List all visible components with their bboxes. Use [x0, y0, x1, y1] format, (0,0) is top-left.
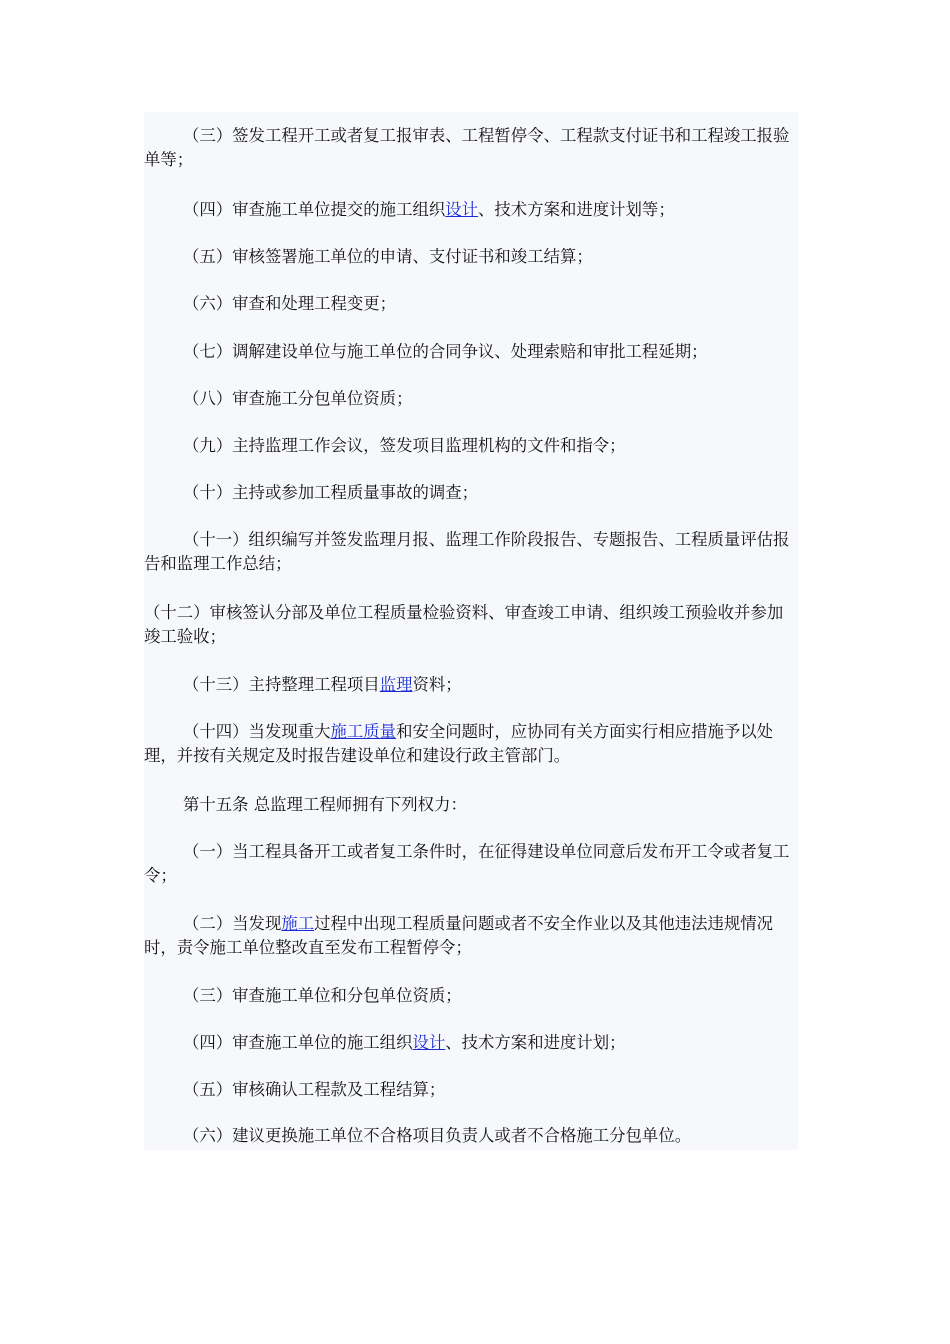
- paragraph-text: （十）主持或参加工程质量事故的调查；: [183, 483, 479, 502]
- paragraph-text: （十二）审核签认分部及单位工程质量检验资料、审查竣工申请、组织竣工预验收并参加竣工验收；: [144, 603, 784, 646]
- document-body: [144, 112, 798, 1150]
- article-15-heading: [144, 793, 798, 817]
- paragraph-7-disputes: [144, 340, 798, 364]
- paragraph-12-acceptance: [144, 601, 798, 649]
- paragraph-text: 第十五条 总监理工程师拥有下列权力：: [183, 795, 467, 814]
- paragraph-8-subcontractor: [144, 387, 798, 411]
- link-construction[interactable]: 施工: [281, 914, 315, 933]
- link-supervision[interactable]: 监理: [379, 675, 413, 694]
- paragraph-4-review-design: [144, 198, 798, 222]
- paragraph-6-changes: [144, 292, 798, 316]
- paragraph-power-4-design: [144, 1031, 798, 1055]
- paragraph-text: （五）审核签署施工单位的申请、支付证书和竣工结算；: [183, 247, 593, 266]
- paragraph-text: 、技术方案和进度计划等；: [478, 200, 675, 219]
- paragraph-5-settlement: [144, 245, 798, 269]
- paragraph-text: （十四）当发现重大: [183, 722, 331, 741]
- paragraph-text: （四）审查施工单位提交的施工组织: [183, 200, 446, 219]
- paragraph-text: （二）当发现: [183, 914, 282, 933]
- link-design[interactable]: 设计: [412, 1033, 446, 1052]
- paragraph-power-5-payment: [144, 1078, 798, 1102]
- paragraph-text: （五）审核确认工程款及工程结算；: [183, 1080, 446, 1099]
- paragraph-power-2-stop-order: [144, 912, 798, 960]
- paragraph-13-records: [144, 673, 798, 697]
- paragraph-text: （十三）主持整理工程项目: [183, 675, 380, 694]
- paragraph-text: 过程中出现工程质量问题或者不安全作业以及其他违法违规情况时，责令施工单位整改直至发布工程暂停令；: [144, 914, 774, 957]
- paragraph-text: （四）审查施工单位的施工组织: [183, 1033, 413, 1052]
- paragraph-10-accidents: [144, 481, 798, 505]
- paragraph-11-reports: [144, 528, 798, 576]
- paragraph-14-safety: [144, 720, 798, 768]
- paragraph-3-sign-orders: [144, 124, 798, 172]
- paragraph-text: （十一）组织编写并签发监理月报、监理工作阶段报告、专题报告、工程质量评估报告和监理工作总结；: [144, 530, 790, 573]
- paragraph-text: （六）建议更换施工单位不合格项目负责人或者不合格施工分包单位。: [183, 1126, 692, 1145]
- paragraph-text: （七）调解建设单位与施工单位的合同争议、处理索赔和审批工程延期；: [183, 342, 708, 361]
- paragraph-text: （三）签发工程开工或者复工报审表、工程暂停令、工程款支付证书和工程竣工报验单等；: [144, 126, 790, 169]
- paragraph-text: （八）审查施工分包单位资质；: [183, 389, 413, 408]
- link-construction-quality[interactable]: 施工质量: [330, 722, 397, 741]
- paragraph-text: 和安全问题时，应协同有关方面实行相应措施予以处理，并按有关规定及时报告建设单位和建设行政主管部门。: [144, 722, 774, 765]
- paragraph-text: 、技术方案和进度计划；: [445, 1033, 626, 1052]
- paragraph-power-1-start-order: [144, 840, 798, 888]
- paragraph-power-6-replace: [144, 1124, 798, 1148]
- paragraph-9-meetings: [144, 434, 798, 458]
- paragraph-text: （一）当工程具备开工或者复工条件时，在征得建设单位同意后发布开工令或者复工令；: [144, 842, 790, 885]
- paragraph-text: 资料；: [412, 675, 462, 694]
- link-design[interactable]: 设计: [445, 200, 479, 219]
- paragraph-text: （九）主持监理工作会议，签发项目监理机构的文件和指令；: [183, 436, 626, 455]
- paragraph-text: （六）审查和处理工程变更；: [183, 294, 397, 313]
- paragraph-text: （三）审查施工单位和分包单位资质；: [183, 986, 462, 1005]
- paragraph-power-3-qualification: [144, 984, 798, 1008]
